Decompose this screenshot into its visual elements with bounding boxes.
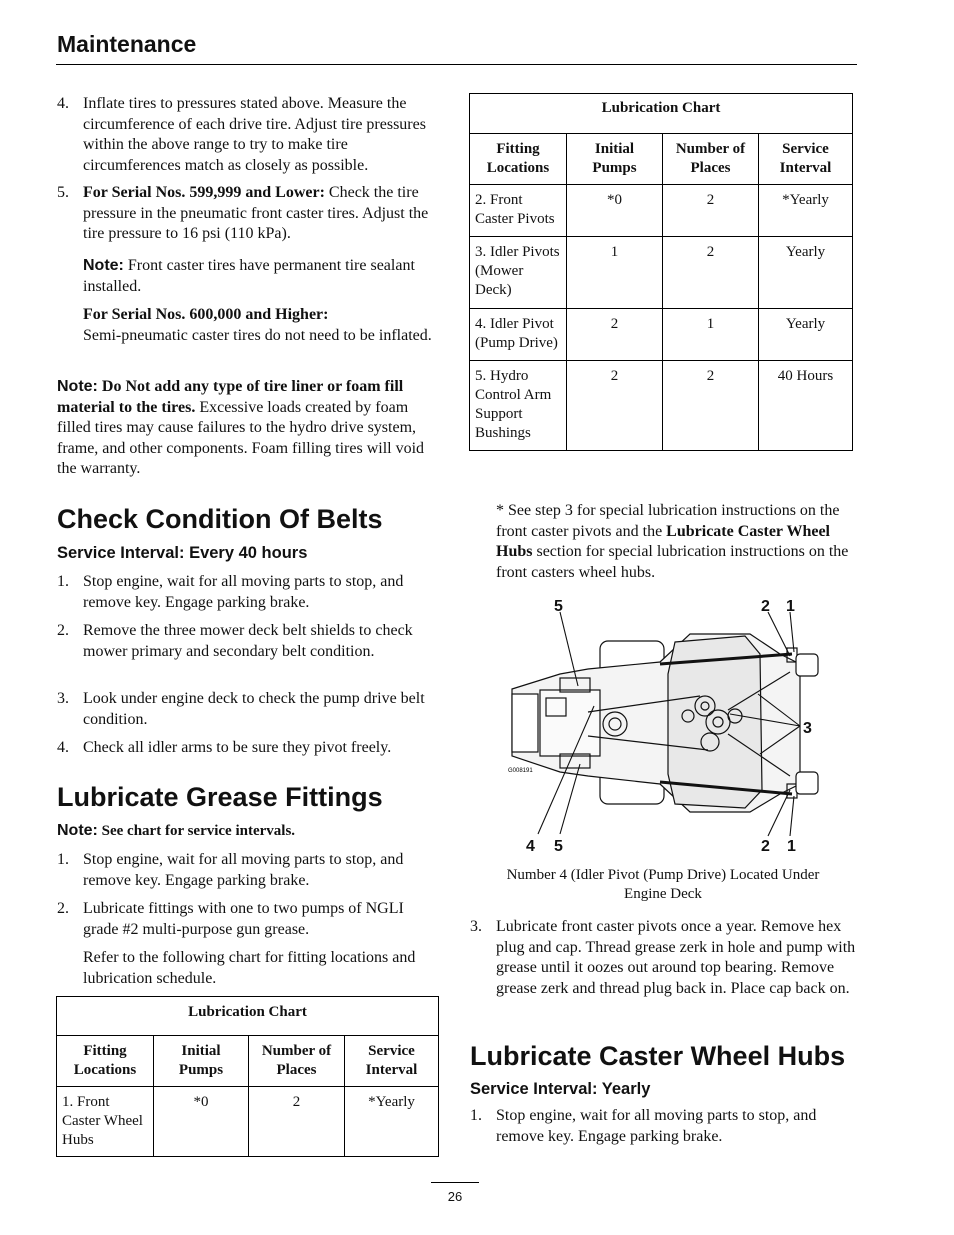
figure-code: G008191: [508, 768, 533, 774]
table-row: 3. Idler Pivots (Mower Deck) 1 2 Yearly: [470, 237, 853, 309]
table-caption: Lubrication Chart: [57, 997, 439, 1036]
page-number: 26: [431, 1182, 479, 1208]
warning-note: Note: Do Not add any type of tire liner or foam fill material to the tires. Excessive loads created by foam filled tires may cause failures to the hydro drive system, frame, and other components. Foam filling tires will void the warranty.: [57, 378, 425, 477]
note: Note: Front caster tires have permanent tire sealant installed.: [83, 257, 415, 295]
column-header: Fitting Locations: [57, 1036, 154, 1087]
footnote: * See step 3 for special lubrication instructions on the front caster pivots and the Lubricate Caster Wheel Hubs section for special lubrication instructions on the front casters wheel hubs.: [496, 502, 849, 581]
mower-diagram: [500, 594, 830, 856]
column-header: Service Interval: [345, 1036, 439, 1087]
callout-4: 4: [526, 838, 535, 855]
service-interval-belts: Service Interval: Every 40 hours: [57, 544, 308, 562]
column-header: Initial Pumps: [567, 134, 663, 185]
table-caption: Lubrication Chart: [470, 94, 853, 134]
column-header: Number of Places: [249, 1036, 345, 1087]
lubrication-chart-left: [56, 996, 439, 1157]
grease-note: Note: See chart for service intervals.: [57, 822, 296, 839]
column-header: Service Interval: [759, 134, 853, 185]
callout-1: 1: [787, 838, 796, 855]
table-row: 4. Idler Pivot (Pump Drive) 2 1 Yearly: [470, 309, 853, 361]
callout-1: 1: [786, 598, 795, 615]
column-header: Number of Places: [663, 134, 759, 185]
lubrication-chart-right: [469, 93, 853, 451]
callout-5: 5: [554, 598, 563, 615]
table-row: 5. Hydro Control Arm Support Bushings 2 2 40 Hours: [470, 361, 853, 451]
table-row: 1. Front Caster Wheel Hubs *0 2 *Yearly: [57, 1087, 439, 1157]
header-rule: [56, 64, 857, 65]
serial-note: For Serial Nos. 600,000 and Higher: Semi-pneumatic caster tires do not need to be inflated.: [83, 306, 432, 344]
section-header: Maintenance: [57, 31, 197, 57]
mower-top-view-illustration: [500, 594, 830, 856]
callout-2: 2: [761, 838, 770, 855]
column-header: Fitting Locations: [470, 134, 567, 185]
service-interval-hubs: Service Interval: Yearly: [470, 1080, 651, 1098]
column-header: Initial Pumps: [154, 1036, 249, 1087]
refer-text: Refer to the following chart for fitting locations and lubrication schedule.: [83, 949, 416, 987]
step-text: Inflate tires to pressures stated above. Measure the circumference of each drive tire. Adjust tire pressures within the above range to try to make tire circumferences match as closely as possible.: [83, 95, 426, 174]
section-title-hubs: Lubricate Caster Wheel Hubs: [470, 1041, 846, 1071]
section-title-grease: Lubricate Grease Fittings: [57, 782, 383, 812]
callout-5: 5: [554, 838, 563, 855]
table-row: 2. Front Caster Pivots *0 2 *Yearly: [470, 185, 853, 237]
callout-3: 3: [803, 720, 812, 737]
callout-2: 2: [761, 598, 770, 615]
section-title-belts: Check Condition Of Belts: [57, 504, 383, 534]
figure-caption: Number 4 (Idler Pivot (Pump Drive) Located Under Engine Deck: [506, 867, 820, 902]
